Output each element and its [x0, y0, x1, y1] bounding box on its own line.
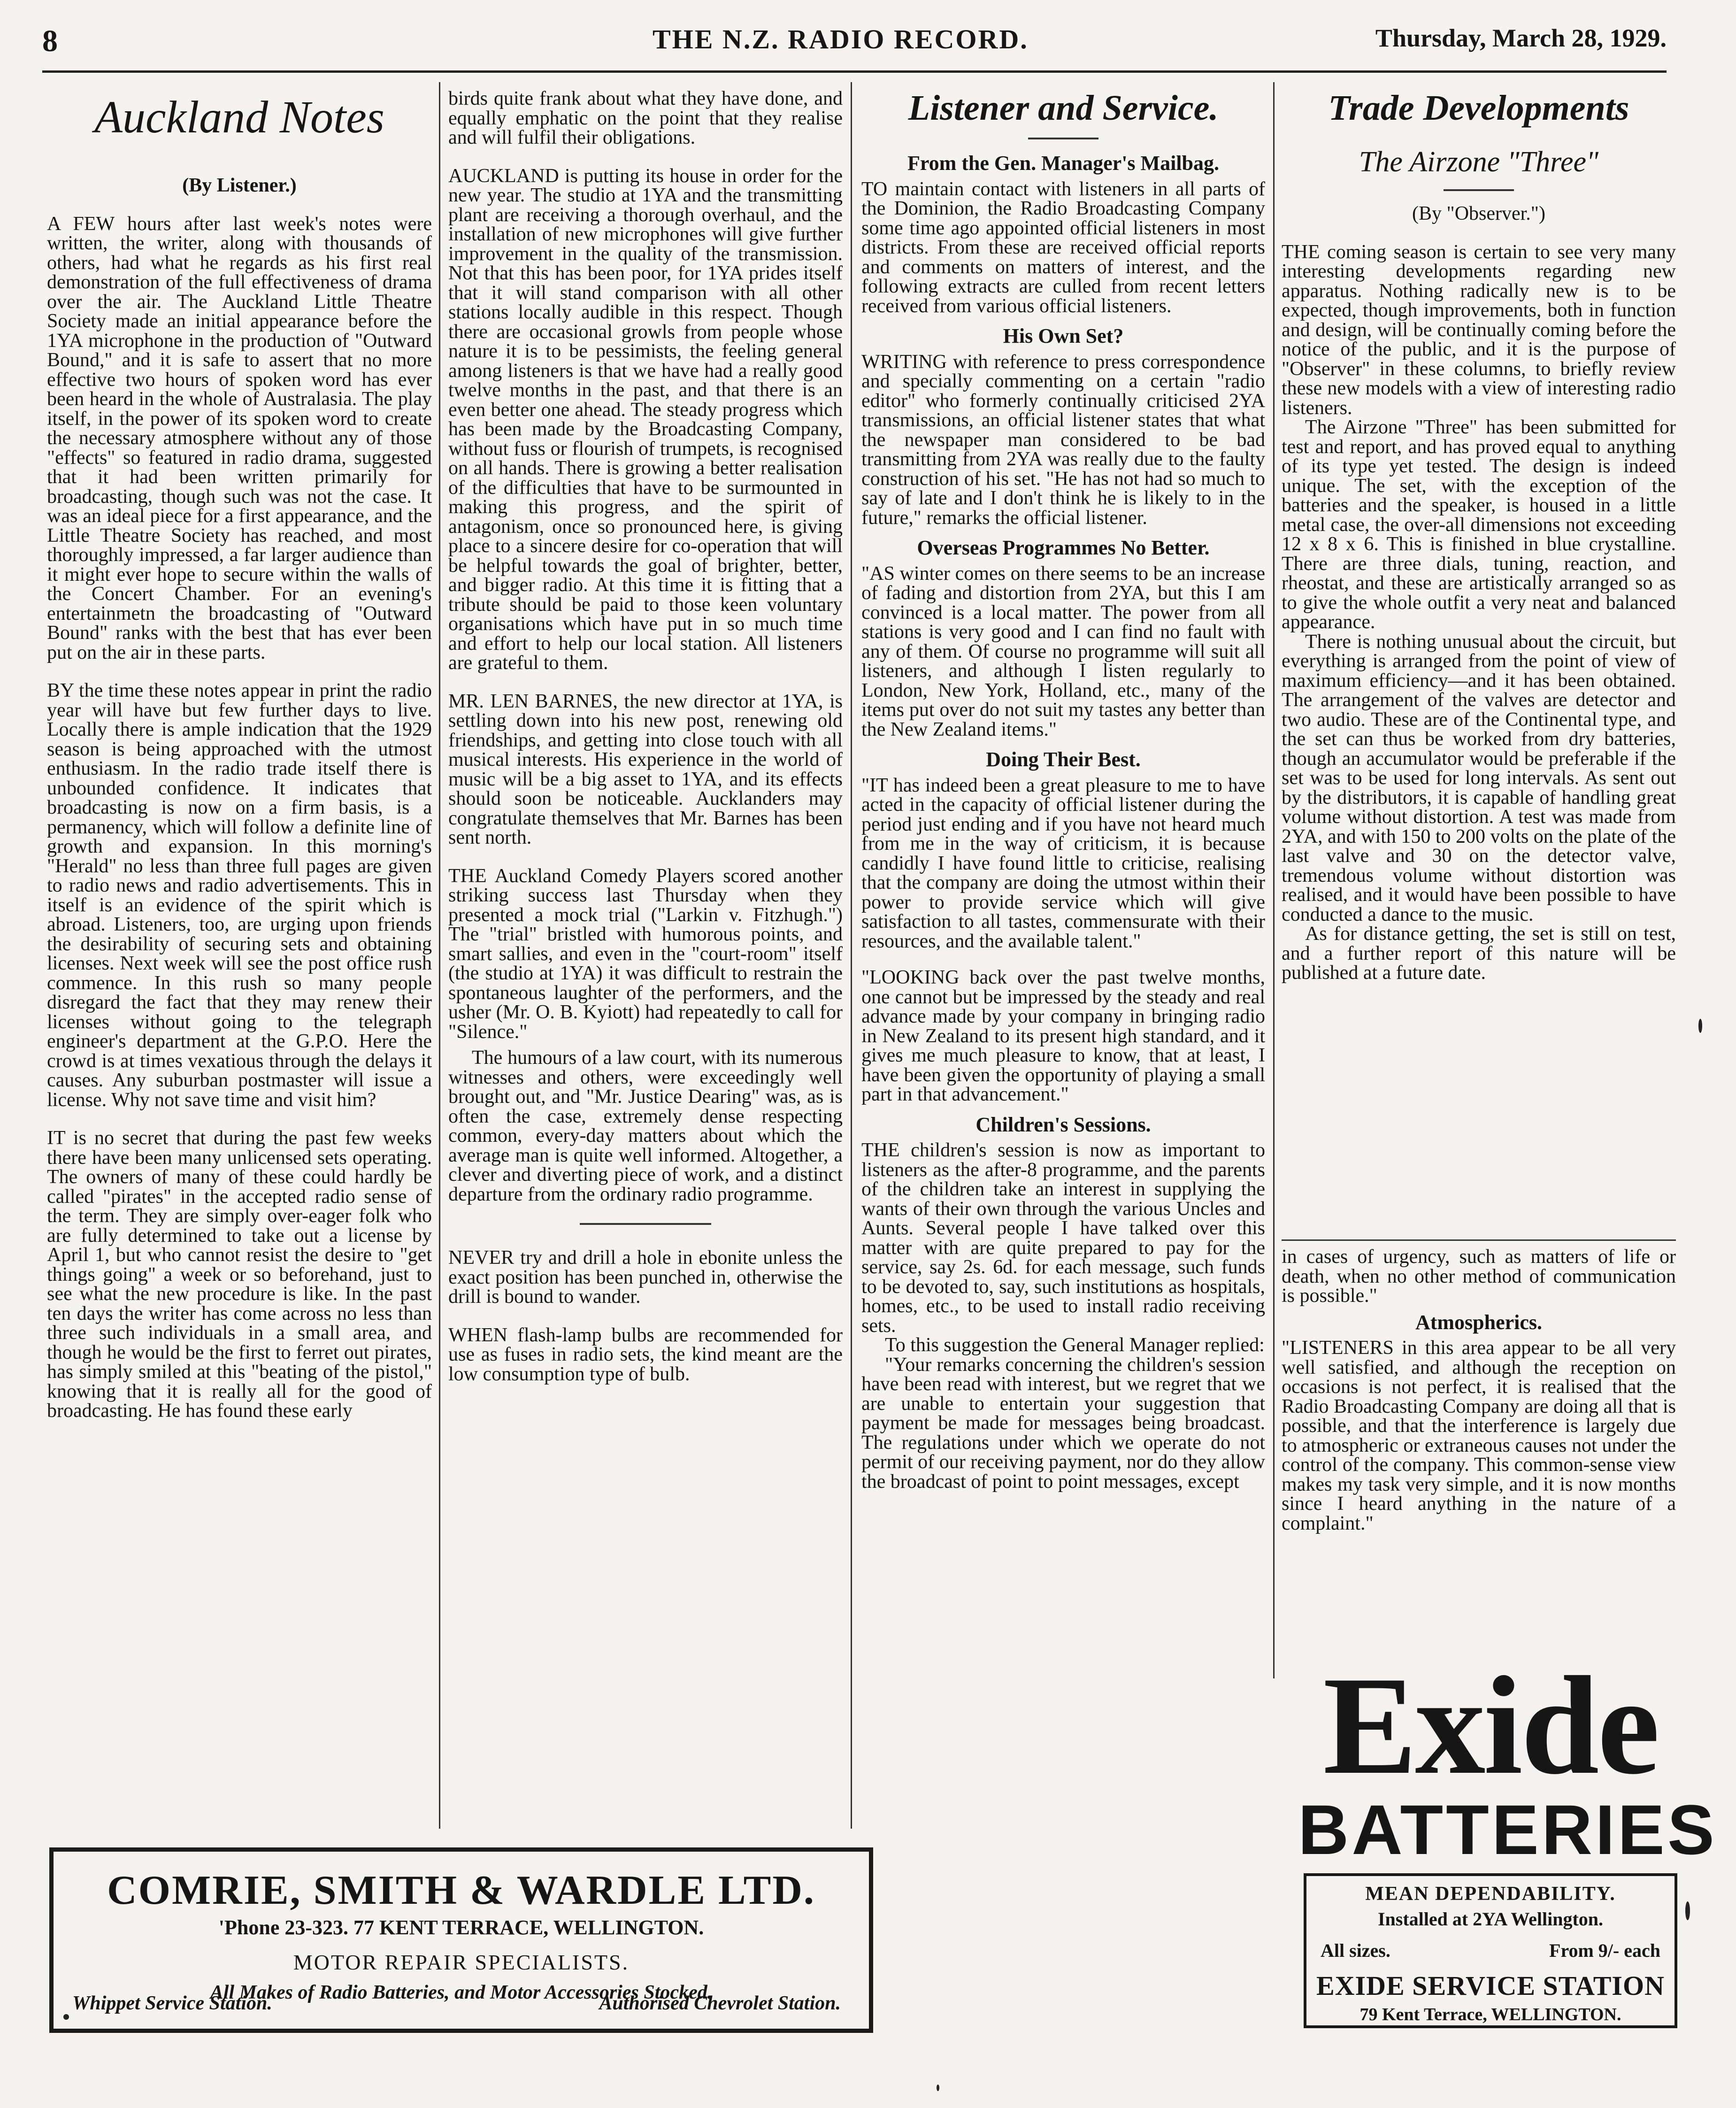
auckland-paragraph-3: IT is no secret that during the past few weeks there have been many unlicensed sets operating. The owners of many of these could hardly be called "pirates" in the accepted radio sense of the term. They are simply over-eager folk who are fully determined to take out a license by April 1, but who cannot resist the desire to "get things going" a week or so beforehand, just to see what the new procedure is like. In the past ten days the writer has come across no less than three such individuals in a small area, and though he would be the first to ferret out pirates, has simply smiled at this "beating of the pistol," knowing that it is really all for the good of broadcasting. He has found these early — [47, 1127, 432, 1422]
trade-paragraph-1: THE coming season is certain to see very many interesting developments regarding new apparatus. Nothing radically new is to be expected, though improvements, both in function and design, will be continually coming before the notice of the public, and it is the purpose of "Observer" in these columns, to briefly review these new models with a view of interesting radio listeners. — [1282, 241, 1676, 419]
column-listener-and-service — [861, 87, 1265, 2082]
exide-sizes-price — [1316, 1939, 1665, 1962]
subtitle-airzone-three: The Airzone "Three" — [1359, 146, 1599, 178]
exide-info-box — [1304, 1873, 1677, 2028]
heading-overseas-programmes: Overseas Programmes No Better. — [917, 536, 1210, 559]
ad-company-name: COMRIE, SMITH & WARDLE LTD. — [107, 1868, 815, 1913]
column-auckland-continued — [448, 89, 843, 1826]
title-rule — [1444, 189, 1514, 191]
ad-chevrolet-station: Authorised Chevrolet Station. — [599, 1993, 841, 2014]
listener-childrens-sessions: THE children's session is now as important to listeners as the after-8 programme, and the parents of the children take an interest in supplying the wants of their own through the various Uncles and Aunts. Several people I have talked over this matter with are quite prepared to pay for the service, say 2s. 6d. for each message, such funds to be devoted to, say, such institutions as hospitals, homes, etc., to be used to install radio receiving sets. — [861, 1139, 1265, 1337]
article-title-listener-and-service: Listener and Service. — [908, 88, 1219, 128]
section-rule — [580, 1223, 711, 1225]
ad-station-line — [72, 1992, 841, 2015]
heading-childrens-sessions: Children's Sessions. — [976, 1113, 1151, 1136]
auckland-continued-paragraph: birds quite frank about what they have done, and equally emphatic on the point that they realise and will fulfil their obligations. — [448, 89, 843, 148]
exide-price: From 9/- each — [1549, 1940, 1660, 1961]
exide-all-sizes: All sizes. — [1321, 1940, 1390, 1961]
trade-paragraph-2: The Airzone "Three" has been submitted for test and report, and has proved equal to anything of its type yet tested. The design is indeed unique. The set, with the exception of the batteries and the speaker, is housed in a little metal case, the over-all dimensions not exceeding 12 x 8 x 6. This is finished in blue crystalline. There are three dials, tuning, reaction, and rheostat, and these are artistically arranged so as to give the whole outfit a very neat and balanced appearance. — [1282, 416, 1676, 633]
heading-his-own-set: His Own Set? — [1003, 324, 1124, 347]
column-auckland-notes — [47, 87, 432, 1829]
issue-date: Thursday, March 28, 1929. — [1375, 24, 1667, 52]
ad-motor-repair: MOTOR REPAIR SPECIALISTS. — [293, 1950, 630, 1974]
exide-address: 79 Kent Terrace, WELLINGTON. — [1360, 2005, 1621, 2024]
scan-speck — [63, 2014, 69, 2020]
auckland-law-court: The humours of a law court, with its numerous witnesses and others, were exceedingly well brought out, and "Mr. Justice Dearing" was, as is often the case, extremely dense respecting common, every-day matters about which the average man is quite well informed. Altogether, a clever and diverting piece of work, and a distinct departure from the ordinary radio programme. — [448, 1047, 843, 1205]
newspaper-title: THE N.Z. RADIO RECORD. — [653, 24, 1029, 54]
auckland-ebonite-tip: NEVER try and drill a hole in ebonite unless the exact position has been punched in, otherwise the drill is bound to wander. — [448, 1247, 843, 1308]
title-rule — [1028, 138, 1098, 139]
listener-looking-back: "LOOKING back over the past twelve months, one cannot but be impressed by the steady and real advance made by your company in bringing radio in New Zealand to its present high standard, and it gives me much pleasure to know, that at least, I have been given the opportunity of playing a small part in that advancement." — [861, 967, 1265, 1105]
listener-his-own-set: WRITING with reference to press correspondence and specially commenting on a certain "radio editor" who formerly continually criticised 2YA transmissions, an official listener states that what the newspaper man considered to be bad transmitting from 2YA was really due to the faulty construction of his set. "He has not had so much to say of late and I don't think he is likely to in the future," remarks the official listener. — [861, 351, 1265, 529]
exide-installed-2ya: Installed at 2YA Wellington. — [1377, 1908, 1604, 1930]
continuation-rule — [1282, 1239, 1676, 1241]
listener-overseas-programmes: "AS winter comes on there seems to be an increase of fading and distortion from 2YA, but this I am convinced is a local matter. The power from all stations is very good and I can find no fault with any of them. Of course no programme will suit all listeners, and although I listen regularly to London, New York, Holland, etc., many of the items put over do not suit my tastes any better than the New Zealand items." — [861, 562, 1265, 740]
listener-gm-reply-text: "Your remarks concerning the children's session have been read with interest, but we regret that we are unable to entertain your suggestion that payment be made for messages being broadcast. The regulations under which we operate do not permit of our receiving payment, nor do they allow the broadcast of point to point messages, except — [861, 1354, 1265, 1493]
subtitle-mailbag: From the Gen. Manager's Mailbag. — [907, 152, 1219, 175]
advertisement-exide-batteries — [1298, 1647, 1717, 2024]
exide-service-station: EXIDE SERVICE STATION — [1316, 1970, 1665, 2001]
advertisement-comrie-smith-wardle — [49, 1847, 873, 2033]
header-rule — [42, 70, 1667, 73]
byline-listener: (By Listener.) — [182, 175, 297, 196]
exide-logo: Exide — [1323, 1647, 1658, 1803]
trade-paragraph-3: There is nothing unusual about the circuit, but everything is arranged from the point of view of maximum efficiency—and it has been obtained. The arrangement of the valves are detector and two audio. These are of the Continental type, and the set can thus be worked from dry batteries, though an accumulator would be preferable if the set was to be used for long intervals. As sent out by the distributors, it is capable of handling great volume without distortion. A test was made from 2YA, and with 150 to 200 volts on the plate of the last valve and 30 on the detector valve, tremendous volume without distortion was realised, and it would have been possible to have conducted a dance to the music. — [1282, 631, 1676, 925]
column-trade-developments — [1282, 87, 1676, 1214]
page-number: 8 — [42, 24, 58, 58]
article-title-trade-developments: Trade Developments — [1328, 88, 1629, 128]
scan-speck — [1698, 1019, 1702, 1033]
auckland-flash-lamp-tip: WHEN flash-lamp bulbs are recommended for use as fuses in radio sets, the kind meant are the low consumption type of bulb. — [448, 1324, 843, 1385]
listener-gm-replied: To this suggestion the General Manager replied: — [885, 1334, 1265, 1356]
byline-observer: (By "Observer.") — [1412, 203, 1545, 224]
listener-doing-their-best: "IT has indeed been a great pleasure to me to have acted in the capacity of official listener during the period just ending and if you have not heard much from me in the way of criticism, it is because candidly I have found little to criticise, realising that the company are doing the utmost within their power to provide service which will give satisfaction to all tastes, commensurate with their resources, and the available talent." — [861, 774, 1265, 952]
scan-speck — [937, 2085, 939, 2091]
auckland-paragraph-2: BY the time these notes appear in print the radio year will have but few further days to live. Locally there is ample indication that the 1929 season is being approached with the utmost enthusiasm. In the radio trade itself there is unbounded confidence. It indicates that broadcasting is now on a firm basis, is a permanency, which will follow a definite line of growth and expansion. In this morning's "Herald" no less than three full pages are given to radio news and radio advertisements. This in itself is an evidence of the spirit which is abroad. Listeners, too, are urging upon friends the desirability of securing sets and obtaining licenses. Next week will see the post office rush commence. In this rush so many people disregard the fact that they may renew their licenses without going to the telegraph engineer's department at the G.P.O. Here the crowd is at times vexatious through the delays it causes. Any suburban postmaster will issue a license. Why not save time and visit him? — [47, 680, 432, 1111]
exide-mean-dependability: MEAN DEPENDABILITY. — [1365, 1883, 1616, 1905]
ad-whippet-service: Whippet Service Station. — [72, 1993, 272, 2014]
heading-doing-their-best: Doing Their Best. — [986, 748, 1141, 771]
scan-speck — [1685, 1901, 1690, 1920]
column-divider — [1273, 82, 1275, 1678]
auckland-len-barnes: MR. LEN BARNES, the new director at 1YA, is settling down into his new post, renewing old friendships, and getting into close touch with all musical interests. His experience in the world of music will be a big asset to 1YA, and its effects should soon be noticeable. Aucklanders may congratulate themselves that Mr. Barnes has been sent north. — [448, 690, 843, 848]
auckland-paragraph-1: A FEW hours after last week's notes were written, the writer, along with thousands of others, had what he regards as his first real demonstration of the full effectiveness of drama over the air. The Auckland Little Theatre Society made an initial appearance before the 1YA microphone in the production of "Outward Bound," and it is safe to assert that no more effective two hours of spoken word has ever been heard in the whole of Australasia. The play itself, in the power of its spoken word to create the necessary atmosphere without any of those "effects" so featured in radio drama, suggested that it had been written primarily for broadcasting, though such was not the case. It was an ideal piece for a first appearance, and the Little Theatre Society has reached, and most thoroughly impressed, a far larger audience than it might ever hope to secure within the walls of the Concert Chamber. For an evening's entertainmetn the broadcasting of "Outward Bound" ranks with the best that has ever been put on the air in these parts. — [47, 213, 432, 663]
article-title-auckland-notes: Auckland Notes — [94, 92, 384, 143]
listener-atmospherics: "LISTENERS in this area appear to be all very well satisfied, and although the reception on occasions is not perfect, it is realised that the Radio Broadcasting Company are doing all that is possible, and that the interference is largely due to atmospheric or extraneous causes not under the control of the company. This common-sense view makes my task very simple, and it is now months since I heard anything in the nature of a complaint." — [1282, 1337, 1676, 1534]
listener-intro: TO maintain contact with listeners in all parts of the Dominion, the Radio Broadcasting Company some time ago appointed official listeners in most districts. From these are received official reports and comments on matters of interest, and the following extracts are culled from recent letters received from various official listeners. — [861, 178, 1265, 317]
heading-atmospherics: Atmospherics. — [1415, 1310, 1543, 1334]
ad-makes-stocked: All Makes of Radio Batteries, and Motor Accessories Stocked. — [210, 1982, 713, 2003]
page-header — [42, 19, 1667, 70]
column-divider — [439, 82, 440, 1829]
auckland-comedy-players: THE Auckland Comedy Players scored another striking success last Thursday when they presented a mock trial ("Larkin v. Fitzhugh.") The "trial" bristled with humorous points, and smart sallies, and even in the "court-room" itself (the studio at 1YA) it was difficult to restrain the spontaneous laughter of the performers, and the usher (Mr. O. B. Kyiott) had repeatedly to call for "Silence." — [448, 865, 843, 1043]
auckland-house-in-order: AUCKLAND is putting its house in order for the new year. The studio at 1YA and the transmitting plant are receiving a thorough overhaul, and the installation of new microphones will give further improvement in the quality of the transmission. Not that this has been poor, for 1YA prides itself that it will stand comparison with all other stations locally audible in this respect. Though there are occasional growls from people whose nature it is to be pessimists, the feeling general among listeners is that we have had a really good twelve months in the past, and that there is an even better one ahead. The steady progress which has been made by the Broadcasting Company, without fuss or flourish of trumpets, is recognised on all hands. There is growing a better realisation of the difficulties that have to be surmounted in making this progress, and the spirit of antagonism, once so pronounced here, is giving place to a sincere desire for co-operation that will be helpful towards the goal of brighter, better, and bigger radio. At this time it is fitting that a tribute should be paid to those keen voluntary organisations which have put in so much time and effort to help our local station. All listeners are grateful to them. — [448, 165, 843, 674]
column-listener-continued — [1282, 1239, 1676, 1643]
column-divider — [851, 82, 852, 1829]
trade-paragraph-4: As for distance getting, the set is still on test, and a further report of this nature will be published at a future date. — [1282, 923, 1676, 984]
listener-continued-text: in cases of urgency, such as matters of life or death, when no other method of communication is possible." — [1282, 1246, 1676, 1307]
ad-phone-address: 'Phone 23-323. 77 KENT TERRACE, WELLINGTON. — [218, 1916, 704, 1939]
exide-batteries-heading: BATTERIES — [1298, 1790, 1717, 1869]
